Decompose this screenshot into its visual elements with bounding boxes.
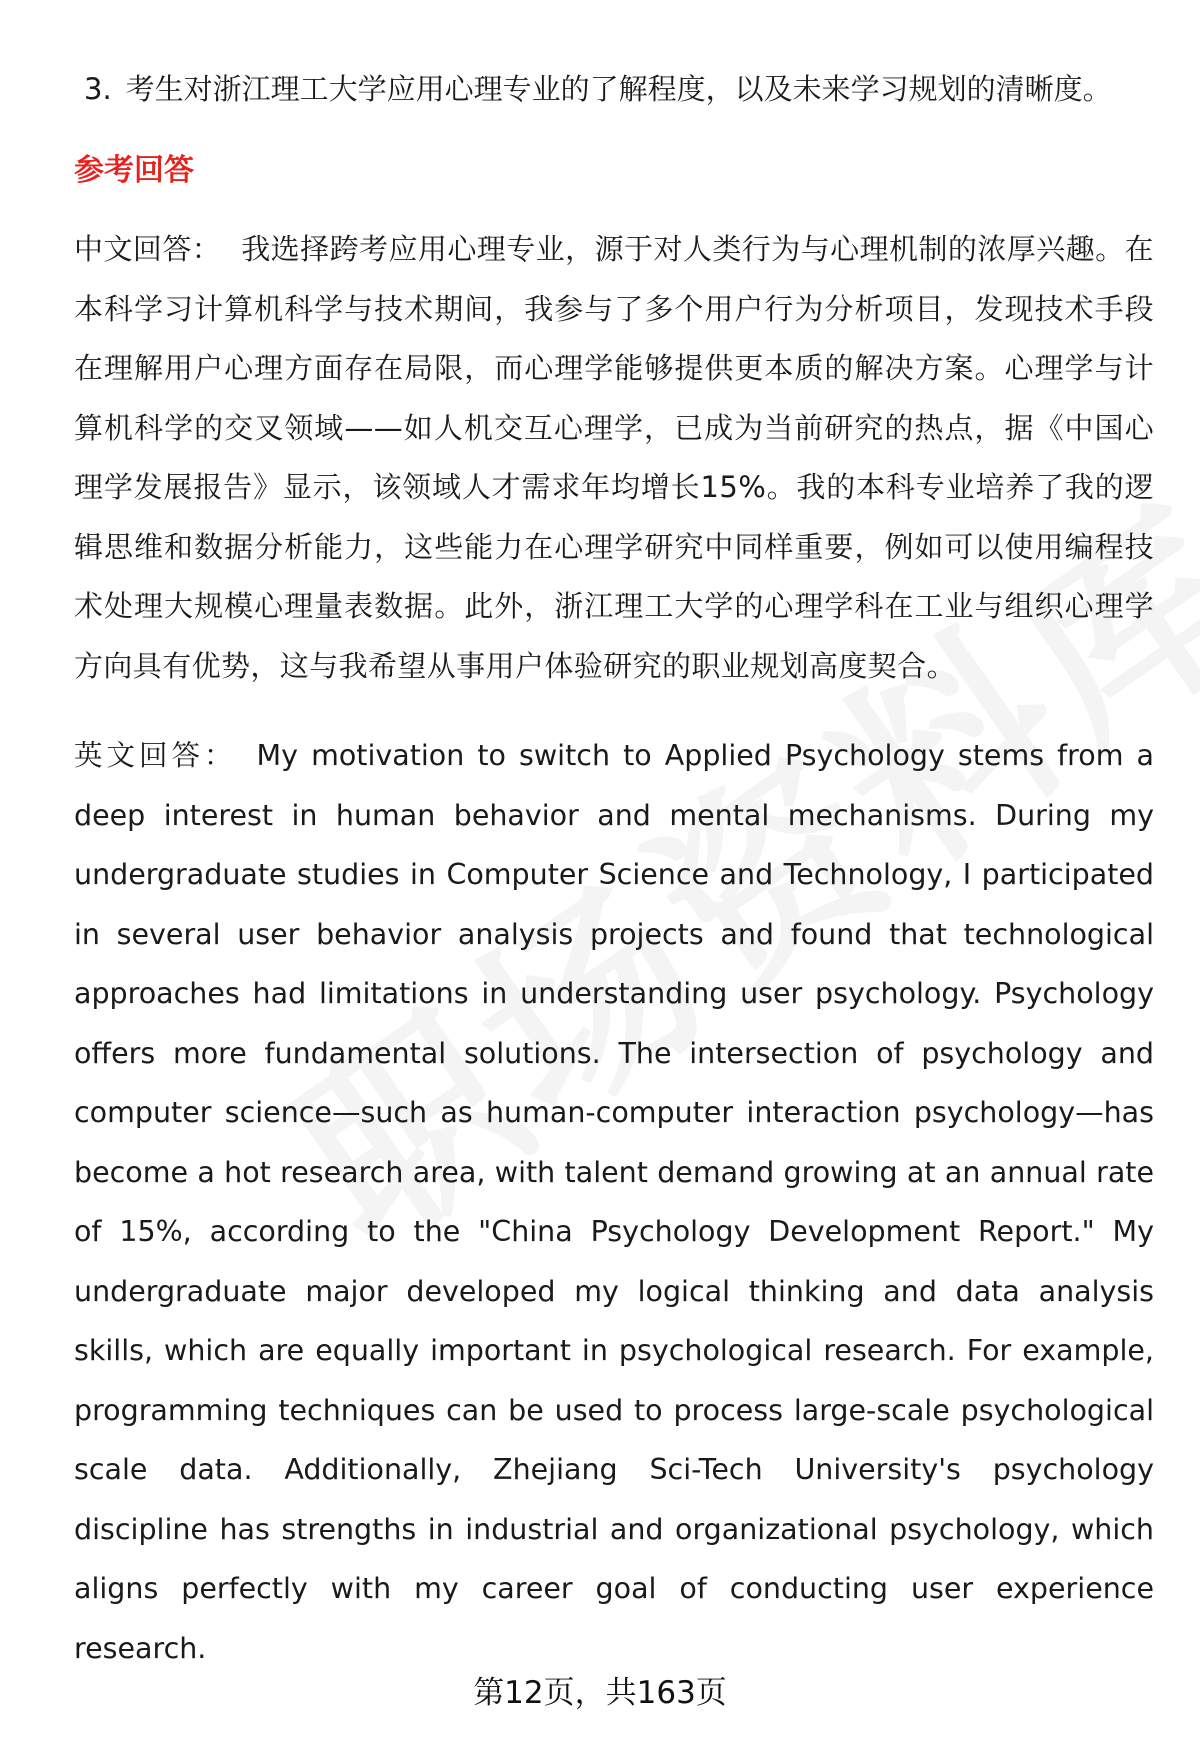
section-title-reference-answer: 参考回答 [74,153,194,188]
english-answer-text: My motivation to switch to Applied Psychology stems from a deep interest in human behavior and mental mechanisms. During my undergraduate studies in Computer Science and Technology, I participated in several user behavior analysis projects and found that technological approaches had limitations in understanding user psychology. Psychology offers more fundamental solutions. The intersection of psychology and computer science—such as human-computer interaction psychology—has become a hot research area, with talent demand growing at an annual rate of 15%, according to the "China Psychology Development Report." My undergraduate major developed my logical thinking and data analysis skills, which are equally important in psychological research. For example, programming techniques can be used to process large-scale psychological scale data. Additionally, Zhejiang Sci-Tech University's psychology discipline has strengths in industrial and organizational psychology, which aligns perfectly with my career goal of conducting user experience research. [74,739,1154,1665]
english-answer-label: 英文回答： [74,739,237,772]
criterion-text: 考生对浙江理工大学应用心理专业的了解程度，以及未来学习规划的清晰度。 [125,72,1112,106]
criterion-number: 3. [84,72,112,106]
chinese-answer-text: 我选择跨考应用心理专业，源于对人类行为与心理机制的浓厚兴趣。在本科学习计算机科学与技术期间，我参与了多个用户行为分析项目，发现技术手段在理解用户心理方面存在局限，而心理学能够提供更本质的解决方案。心理学与计算机科学的交叉领域——如人机交互心理学，已成为当前研究的热点，据《中国心理学发展报告》显示，该领域人才需求年均增长15%。我的本科专业培养了我的逻辑思维和数据分析能力，这些能力在心理学研究中同样重要，例如可以使用编程技术处理大规模心理量表数据。此外，浙江理工大学的心理学科在工业与组织心理学方向具有优势，这与我希望从事用户体验研究的职业规划高度契合。 [74,232,1154,683]
chinese-answer-paragraph [74,220,1154,696]
english-answer-paragraph [74,726,1154,1678]
chinese-answer-label: 中文回答： [74,232,222,266]
page-number-footer: 第12页，共163页 [473,1675,727,1711]
criterion-item-3 [84,66,1144,112]
